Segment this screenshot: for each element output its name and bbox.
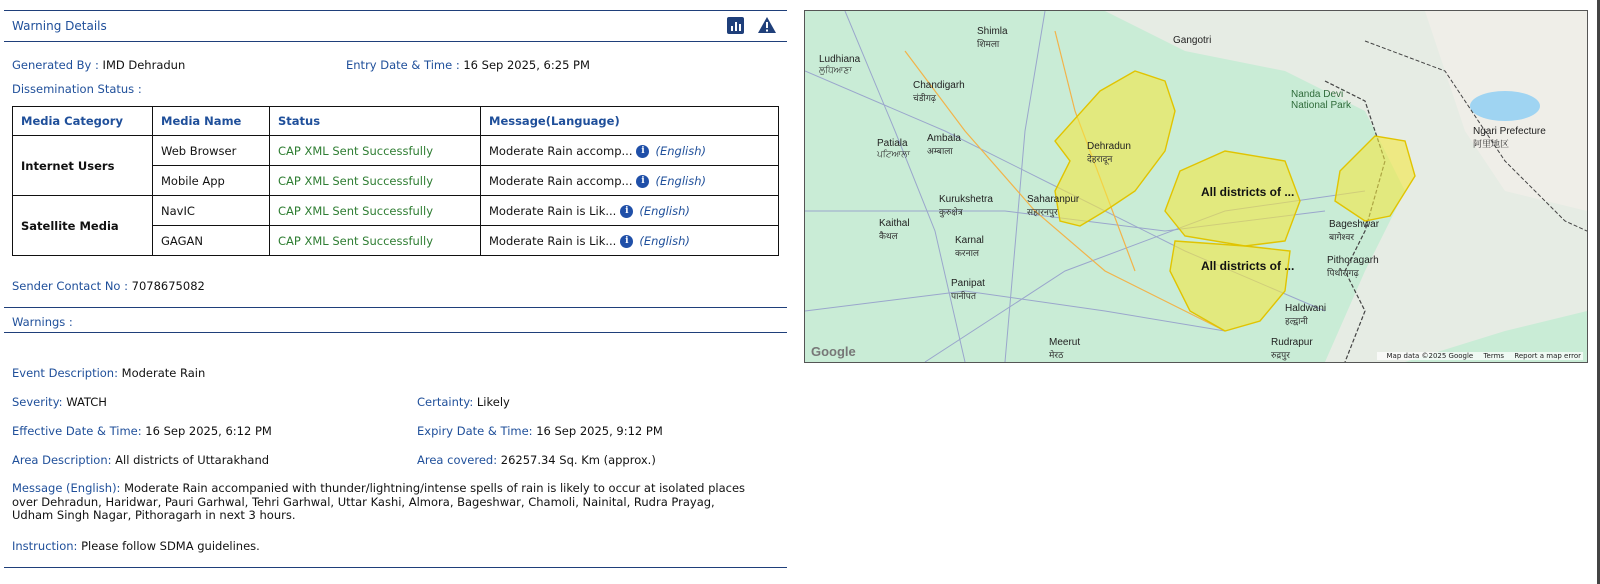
map-label-pithoragarh: Pithoragarh पिथौरागढ़ <box>1327 255 1379 278</box>
divider <box>4 10 787 11</box>
map-label-shimla: Shimla शिमला <box>977 26 1008 49</box>
warning-area-map[interactable] <box>804 10 1588 363</box>
status-cell: CAP XML Sent Successfully <box>270 166 481 196</box>
zone-label[interactable]: All districts of ... <box>1201 185 1295 199</box>
severity: Severity: WATCH <box>12 395 107 409</box>
map-label-dehradun: Dehradun देहरादून <box>1087 141 1131 164</box>
map-label-meerut: Meerut मेरठ <box>1049 337 1081 360</box>
report-map-error-link[interactable]: Report a map error <box>1514 352 1581 360</box>
language-link[interactable]: (English) <box>639 233 690 248</box>
map-label-haldwani: Haldwani हल्द्वानी <box>1285 303 1327 326</box>
col-status: Status <box>270 107 481 136</box>
warning-triangle-icon[interactable] <box>757 16 777 34</box>
table-row <box>13 136 779 166</box>
warning-message: Message (English): Moderate Rain accompanied with thunder/lightning/intense spells of rain is likely to occur at isolated places over Dehradun, Haridwar, Pauri Garhwal, Tehri Garhwal, Uttar Kashi, Almora, Bageshwar, Chamoli, Nainital, Rudra Prayag, Udham Singh Nagar, Pithoragarh in next 3 hours. <box>12 481 746 522</box>
expiry-date-time: Expiry Date & Time: 16 Sep 2025, 9:12 PM <box>417 424 663 438</box>
area-covered: Area covered: 26257.34 Sq. Km (approx.) <box>417 453 656 467</box>
message-cell: Moderate Rain is Lik... i (English) <box>481 196 779 226</box>
info-icon[interactable]: i <box>620 235 633 248</box>
col-media-category: Media Category <box>13 107 153 136</box>
map-label-ambala: Ambala अम्बाला <box>927 133 961 156</box>
instruction: Instruction: Please follow SDMA guidelines. <box>12 539 260 553</box>
language-link[interactable]: (English) <box>655 173 706 188</box>
media-name-cell: NavIC <box>153 196 270 226</box>
map-label-saharanpur: Saharanpur सहारनपुर <box>1027 194 1080 217</box>
terms-link[interactable]: Terms <box>1483 352 1505 360</box>
dissemination-status-label: Dissemination Status : <box>12 82 142 96</box>
message-cell: Moderate Rain is Lik... i (English) <box>481 226 779 256</box>
divider <box>4 307 787 308</box>
warnings-label: Warnings : <box>12 315 73 329</box>
sender-contact: Sender Contact No : 7078675082 <box>12 279 205 293</box>
table-row <box>13 196 779 226</box>
generated-by: Generated By : IMD Dehradun <box>12 58 186 72</box>
effective-date-time: Effective Date & Time: 16 Sep 2025, 6:12 PM <box>12 424 272 438</box>
map-label-ludhiana: Ludhiana ਲੁਧਿਆਣਾ <box>819 54 861 75</box>
map-label-panipat: Panipat पानीपत <box>951 278 985 301</box>
map-label-gangotri: Gangotri <box>1173 35 1212 46</box>
map-label-rudrapur: Rudrapur रुद्रपुर <box>1271 337 1313 360</box>
info-icon[interactable]: i <box>636 145 649 158</box>
col-media-name: Media Name <box>153 107 270 136</box>
media-category-cell: Internet Users <box>13 136 153 196</box>
language-link[interactable]: (English) <box>655 143 706 158</box>
divider <box>4 41 787 42</box>
warning-details-panel <box>0 0 790 584</box>
map-footer: Map data ©2025 Google Terms Report a map error <box>1377 352 1583 360</box>
zone-label[interactable]: All districts of ... <box>1201 259 1295 273</box>
entry-date-time: Entry Date & Time : 16 Sep 2025, 6:25 PM <box>346 58 590 72</box>
area-description: Area Description: All districts of Uttarakhand <box>12 453 270 467</box>
map-label-ngari: Ngari Prefecture 阿里地区 <box>1473 126 1546 149</box>
media-category-cell: Satellite Media <box>13 196 153 256</box>
language-link[interactable]: (English) <box>639 203 690 218</box>
panel-title: Warning Details <box>12 19 107 33</box>
col-message-language: Message(Language) <box>481 107 779 136</box>
info-icon[interactable]: i <box>636 175 649 188</box>
event-description: Event Description: Moderate Rain <box>12 366 206 380</box>
media-name-cell: Mobile App <box>153 166 270 196</box>
media-name-cell: GAGAN <box>153 226 270 256</box>
certainty: Certainty: Likely <box>417 395 510 409</box>
info-icon[interactable]: i <box>620 205 633 218</box>
map-label-bageshwar: Bageshwar बागेश्वर <box>1329 219 1380 242</box>
google-logo: Google <box>811 344 856 359</box>
map-canvas[interactable] <box>805 11 1587 362</box>
dissemination-table <box>12 106 779 256</box>
divider <box>4 332 787 333</box>
map-label-patiala: Patiala ਪਟਿਆਲਾ <box>877 138 910 159</box>
message-cell: Moderate Rain accomp... i (English) <box>481 136 779 166</box>
message-cell: Moderate Rain accomp... i (English) <box>481 166 779 196</box>
map-label-nanda-devi: Nanda Devi National Park <box>1291 89 1352 111</box>
map-label-chandigarh: Chandigarh चंडीगढ़ <box>913 80 965 103</box>
table-header-row <box>13 107 779 136</box>
bar-chart-icon[interactable] <box>727 17 744 34</box>
map-label-kaithal: Kaithal कैथल <box>879 218 910 241</box>
media-name-cell: Web Browser <box>153 136 270 166</box>
map-label-karnal: Karnal करनाल <box>955 235 984 258</box>
divider <box>4 567 787 568</box>
status-cell: CAP XML Sent Successfully <box>270 136 481 166</box>
map-label-kurukshetra: Kurukshetra कुरुक्षेत्र <box>939 194 993 217</box>
status-cell: CAP XML Sent Successfully <box>270 196 481 226</box>
status-cell: CAP XML Sent Successfully <box>270 226 481 256</box>
